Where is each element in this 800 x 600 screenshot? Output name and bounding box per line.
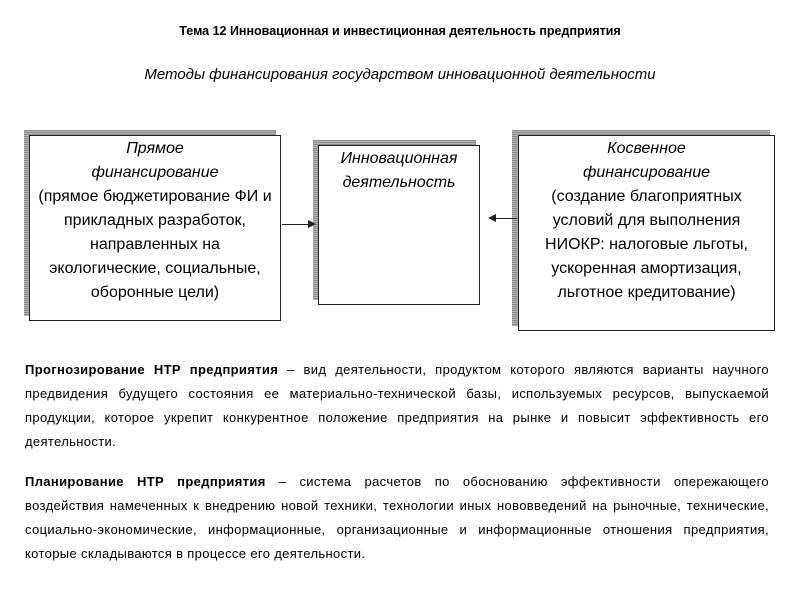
indirect-financing-heading-line1: Косвенное [607, 140, 686, 157]
page-title: Тема 12 Инновационная и инвестиционная деятельность предприятия [179, 24, 621, 38]
innovation-heading-line2: деятельность [342, 174, 456, 191]
page-subtitle: Методы финансирования государством инновационной деятельности [144, 66, 656, 83]
direct-financing-heading-line1: Прямое [126, 140, 184, 157]
planning-paragraph [25, 470, 769, 566]
indirect-financing-heading-line2: финансирование [583, 164, 710, 181]
indirect-financing-body: (создание благоприятных условий для выполнения НИОКР: налоговые льготы, ускоренная амортизация, льготное кредитование) [545, 188, 748, 301]
direct-financing-body: (прямое бюджетирование ФИ и прикладных разработок, направленных на экологические, социальные, оборонные цели) [38, 188, 272, 301]
arrow-right-head [308, 220, 316, 228]
forecasting-text: – вид деятельности, продуктом которого являются варианты научного предвидения будущего состояния ее материально-технической базы, используемых ресурсов, выпускаемой продукции, которое укрепит конкурентное положение предприятия на рынке и повысит эффективность его деятельности. [25, 362, 769, 449]
innovation-activity-box [318, 145, 480, 305]
forecasting-term: Прогнозирование НТР предприятия [25, 362, 279, 377]
planning-term: Планирование НТР предприятия [25, 474, 266, 489]
arrow-left-to-center [282, 224, 310, 225]
direct-financing-heading-line2: финансирование [91, 164, 219, 181]
arrow-left-head [488, 214, 496, 222]
planning-text: – система расчетов по обоснованию эффективности опережающего воздействия намеченных к внедрению новой техники, технологии иных нововведений на рыночные, технические, социально-экономические, информационные, организационные и информационные отношения предприятия, которые складываются в процессе его деятельности. [25, 474, 769, 561]
arrow-right-to-center [495, 218, 517, 219]
indirect-financing-box [518, 135, 775, 331]
forecasting-paragraph [25, 358, 769, 454]
innovation-heading-line1: Инновационная [340, 150, 458, 167]
direct-financing-box [29, 135, 281, 321]
